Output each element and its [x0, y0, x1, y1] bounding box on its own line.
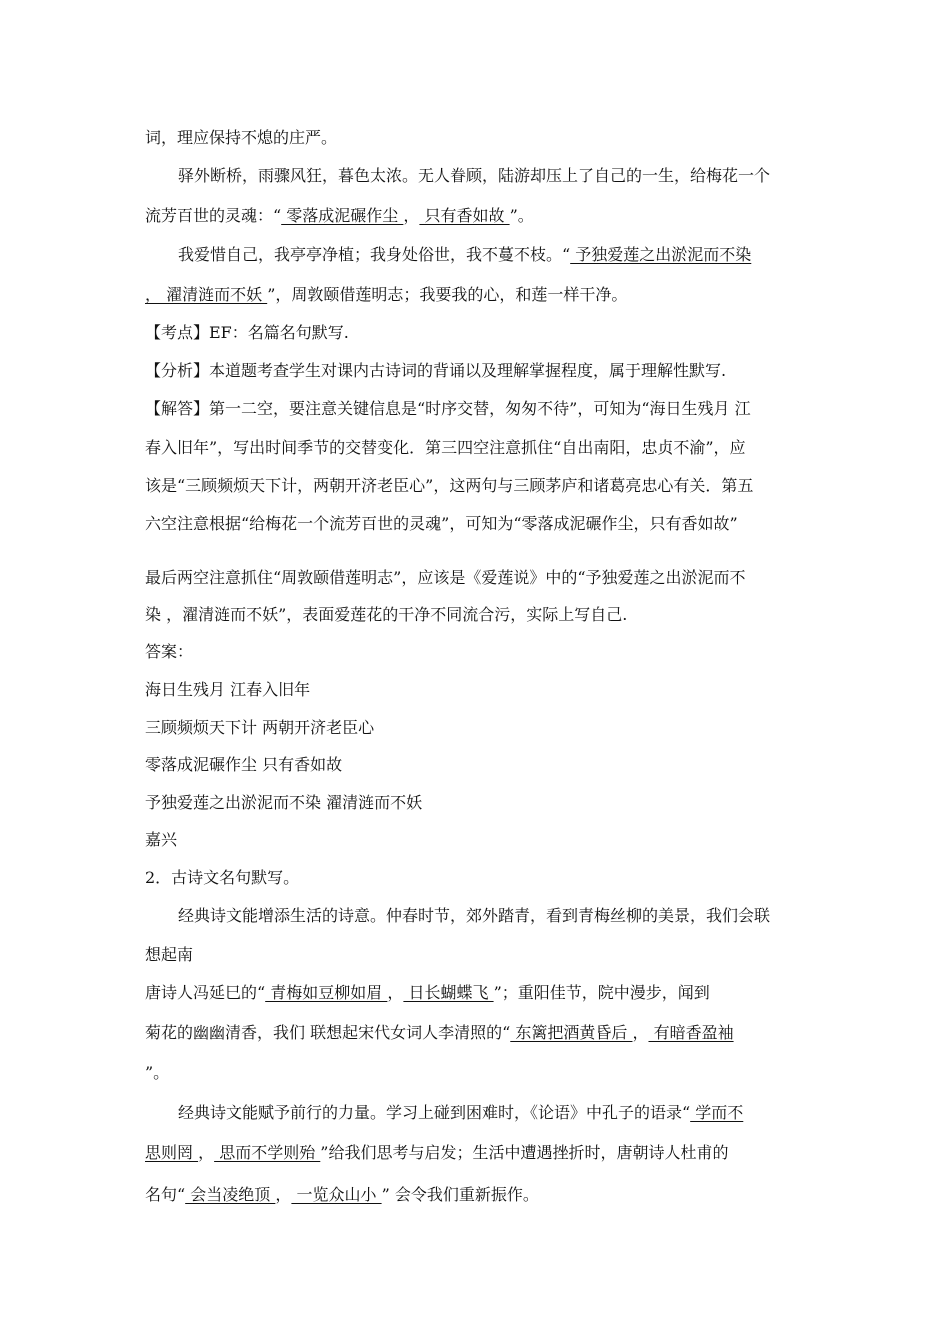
paragraph-line — [145, 983, 710, 1003]
answer-blank: 零落成泥碾作尘 — [281, 206, 404, 225]
text-segment: ”，周敦颐借莲明志；我要我的心，和莲一样干净。 — [267, 285, 628, 304]
text-segment: ”。 — [509, 206, 534, 225]
answer-line: 三顾频烦天下计 两朝开济老臣心 — [145, 718, 375, 737]
answer-blank: 青梅如豆柳如眉 — [265, 983, 388, 1002]
answer-blank: 思则罔 — [145, 1143, 199, 1162]
answer-line: 零落成泥碾作尘 只有香如故 — [145, 755, 343, 774]
answer-heading: 答案： — [145, 642, 194, 661]
analysis-line: 【分析】本道题考查学生对课内古诗词的背诵以及理解掌握程度，属于理解性默写. — [145, 361, 727, 380]
text-segment: ， — [198, 1143, 215, 1162]
region-label: 嘉兴 — [145, 830, 178, 849]
text-segment: ， — [275, 1185, 292, 1204]
solution-line: 【解答】第一二空，要注意关键信息是“时序交替，匆匆不待”，可知为“海日生残月 江 — [145, 399, 751, 418]
solution-line: 六空注意根据“给梅花一个流芳百世的灵魂”，可知为“零落成泥碾作尘，只有香如故” — [145, 514, 738, 533]
paragraph-line: ”。 — [145, 1063, 170, 1082]
text-segment: ”给我们思考与启发；生活中遭遇挫折时，唐朝诗人杜甫的 — [320, 1143, 729, 1162]
text-segment: ， — [387, 983, 404, 1002]
paragraph-line — [145, 1023, 734, 1043]
paragraph-line — [178, 1103, 743, 1123]
answer-blank: 会当凌绝顶 — [185, 1185, 276, 1204]
paragraph-line: 想起南 — [145, 945, 194, 964]
paragraph-line: 驿外断桥，雨骤风狂，暮色太浓。无人眷顾，陆游却压上了自己的一生，给梅花一个 — [178, 166, 771, 185]
solution-line: 最后两空注意抓住“周敦颐借莲明志”，应该是《爱莲说》中的“予独爱莲之出淤泥而不 — [145, 568, 746, 587]
answer-blank: ， 濯清涟而不妖 — [145, 285, 268, 304]
text-segment: 我爱惜自己，我亭亭净植；我身处俗世，我不蔓不枝。“ — [178, 245, 571, 264]
text-segment: ， — [403, 206, 420, 225]
text-segment: ” 会令我们重新振作。 — [381, 1185, 539, 1204]
text-segment: ， — [632, 1023, 649, 1042]
text-segment: 经典诗文能赋予前行的力量。学习上碰到困难时，《论语》中孔子的语录“ — [178, 1103, 691, 1122]
paragraph-line: 经典诗文能增添生活的诗意。仲春时节，郊外踏青，看到青梅丝柳的美景，我们会联 — [178, 906, 771, 925]
text-segment: ”；重阳佳节，院中漫步，闻到 — [493, 983, 710, 1002]
solution-line: 染 ，濯清涟而不妖”，表面爱莲花的干净不同流合污，实际上写自己. — [145, 605, 628, 624]
answer-blank: 日长蝴蝶飞 — [403, 983, 494, 1002]
answer-blank: 思而不学则殆 — [214, 1143, 321, 1162]
text-segment: 唐诗人冯延巳的“ — [145, 983, 266, 1002]
solution-line: 春入旧年”，写出时间季节的交替变化．第三四空注意抓住“自出南阳，忠贞不渝”，应 — [145, 438, 746, 457]
paragraph-line — [145, 1185, 539, 1205]
paragraph-line — [145, 206, 534, 226]
paragraph-line — [178, 245, 751, 265]
paragraph-line — [145, 1143, 728, 1163]
text-segment: 流芳百世的灵魂：“ — [145, 206, 282, 225]
answer-blank: 予独爱莲之出淤泥而不染 — [570, 245, 752, 264]
solution-line: 该是“三顾频烦天下计，两朝开济老臣心”，这两句与三顾茅庐和诸葛亮忠心有关．第五 — [145, 476, 754, 495]
paragraph-line — [145, 285, 627, 305]
answer-blank: 东篱把酒黄昏后 — [510, 1023, 633, 1042]
answer-blank: 一览众山小 — [291, 1185, 382, 1204]
keypoint-line: 【考点】EF：名篇名句默写. — [145, 323, 349, 342]
answer-line: 予独爱莲之出淤泥而不染 濯清涟而不妖 — [145, 793, 423, 812]
answer-blank: 有暗香盈袖 — [648, 1023, 734, 1042]
paragraph-line: 词，理应保持不熄的庄严。 — [145, 128, 338, 147]
answer-blank: 学而不 — [690, 1103, 744, 1122]
answer-line: 海日生残月 江春入旧年 — [145, 680, 311, 699]
question-title: 2．古诗文名句默写。 — [145, 868, 300, 887]
text-segment: 菊花的幽幽清香，我们 联想起宋代女词人李清照的“ — [145, 1023, 511, 1042]
text-segment: 名句“ — [145, 1185, 186, 1204]
answer-blank: 只有香如故 — [419, 206, 510, 225]
